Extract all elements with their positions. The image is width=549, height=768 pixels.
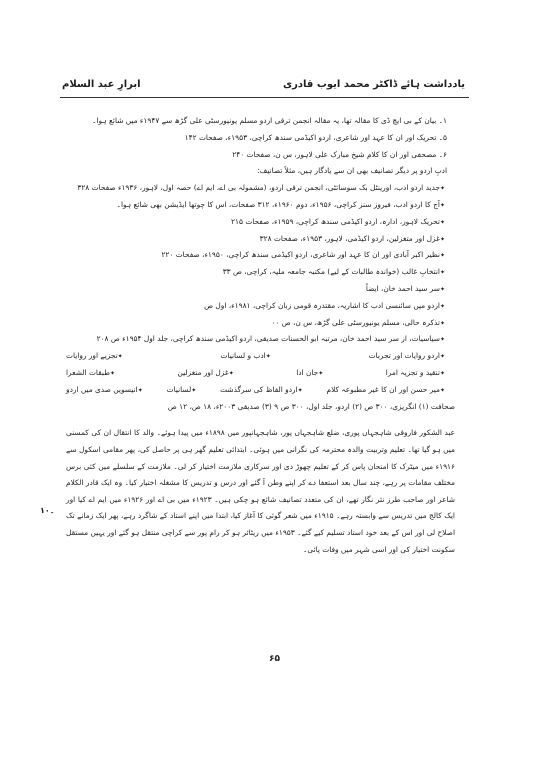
- biography-paragraph: عبد الشکور فاروقی شاہجہاں پوری، ضلع شاہجہاں پور، شاہجہانپور میں ۱۸۹۸ء میں پیدا ہوئے۔ والد کا انتقال ان کی کمسنی میں ہو گیا تھا۔ تعلیم وتربیت والدہ محترمہ کی نگرانی میں ہوئی۔ ابتدائی تعلیم گھر ہی پر حاصل کی، پھر مقامی اسکول سے ۱۹۱۶ء میں میٹرک کا امتحان پاس کر کے تعلیم چھوڑ دی اور سرکاری ملازمت اختیار کر لی۔ ملازمت کے سلسلے میں کئی برس مختلف مقامات پر رہے، چند سال بعد استعفا دے کر اپنے وطن آ گئے اور درس و تدریس کا مشغلہ اختیار کیا۔ وہ ایک قادر الکلام شاعر اور صاحب طرز نثر نگار تھے، ان کی متعدد تصانیف شائع ہو چکی ہیں۔ ۱۹۲۳ء میں بی اے اور ۱۹۲۶ء میں ایم اے کیا اور ایک کالج میں تدریس سے وابستہ رہے۔ ۱۹۱۵ء میں شعر گوئی کا آغاز کیا، ابتدا میں اپنے استاد کے شاگرد رہے، پھر ایک زمانے تک اصلاح لی اور اس کے بعد خود استاد تسلیم کیے گئے۔ ۱۹۵۳ء میں ریٹائر ہو کر رام پور سے کراچی منتقل ہو گئے اور یہیں مستقل سکونت اختیار کی اور اسی شہر میں وفات پائی۔: [66, 428, 456, 554]
- topic-item: ✦ اردو الفاظ کی سرگذشت: [220, 382, 303, 399]
- works-intro: ادبِ اردو پر دیگر تصانیف بھی ان سے یادگار ہیں، مثلاً تصانیف:: [257, 166, 447, 176]
- work-item: ✦ اردو میں سائنسی ادب کا اشاریہ، مقتدرہ قومی زبان کراچی، ۱۹۸۱ء، اول ص: [66, 298, 455, 315]
- footnote-line: ۵۔ تحریک اور ان کا عہد اور شاعری، اردو اکیڈمی سندھ کراچی، ۱۹۵۳ء، صفحات ۱۴۲: [184, 132, 447, 142]
- header-left-title: ابرارِ عبد السلام: [62, 79, 141, 90]
- work-item: ✦ سر سید احمد خان، ایضاً: [66, 281, 455, 298]
- work-item: ✦ سیاسیات، از سر سید احمد خان، مرتبہ ابو الحسنات صدیقی، اردو اکیڈمی سندھ کراچی، جلد اول ۱۹۵۴ء ص ۲۰۸: [66, 331, 455, 348]
- work-item: ✦ تحریک لاہور، ادارہ، اردو اکیڈمی سندھ کراچی، ۱۹۵۹ء، صفحات ۲۱۵: [66, 214, 455, 231]
- work-item: ✦ غزل اور متغزلین، اردو اکیڈمی، لاہور، ۱۹۵۳ء، صفحات ۳۲۸: [66, 231, 455, 248]
- topics-row: [66, 382, 455, 399]
- footnote-line: ۱۔ بیان کے بی ایچ ڈی کا مقالہ تھا، یہ مقالہ انجمن ترقی اردو مسلم یونیورسٹی علی گڑھ سے ۱۹۴۷ء میں شائع ہوا۔: [92, 116, 447, 125]
- spacer: [66, 415, 455, 425]
- topic-item: ✦ لسانیات: [167, 382, 197, 399]
- topic-item: ✦ انیسویں صدی میں اردو: [66, 382, 143, 399]
- topics-row-continued: صحافت (۱) انگریزی، ۳۰۰ ص (۲) اردو، جلد اول، ۳۰۰ ص ۹ (۳) صدیقی ۲۰۰۳ء، ۱۸ ص، ۱۲ ص: [167, 401, 455, 411]
- work-item: ✦ تذکرہ حالی، مسلم یونیورسٹی علی گڑھ، س ن، ص ۰۰: [66, 315, 455, 332]
- topic-item: ✦ اردو روایات اور تجربات: [369, 348, 445, 365]
- topic-item: ✦ ادب و لسانیات: [221, 348, 271, 365]
- document-body: [66, 113, 455, 558]
- work-item: ✦ نظیر اکبر آبادی اور ان کا عہد اور شاعری، اردو اکیڈمی سندھ کراچی، ۱۹۵۰ء، صفحات ۲۲۰: [66, 247, 455, 264]
- topics-row: [66, 365, 455, 382]
- topics-row: [66, 348, 455, 365]
- footnote-line: ۶۔ مصحفی اور ان کا کلام شیخ مبارک علی لاہور، س ن، صفحات ۲۴۰: [232, 149, 447, 159]
- work-item: ✦ آج کا اردو ادب، فیروز سنز کراچی، ۱۹۵۶ء، دوم ۱۹۶۰ء، ۳۱۲ صفحات، اس کا چوتھا ایڈیشن بھی شائع ہوا۔: [66, 197, 455, 214]
- header-right-title: یادداشت ہائے ڈاکٹر محمد ایوب قادری: [283, 79, 465, 90]
- topic-item: ✦ غزل اور متغزلین: [178, 365, 234, 382]
- work-item: ✦ جدید اردو ادب، اورینٹل بک سوسائٹی، انجمن ترقی اردو، (مشمولہ بی اے، ایم اے) حصہ اول، لاہور، ۱۹۳۶ء صفحات ۳۲۸: [66, 180, 455, 197]
- note-number: ۱۰۔: [40, 506, 55, 515]
- page-number: ۶۵: [269, 654, 280, 664]
- topic-item: ✦ جان ادا: [296, 365, 323, 382]
- header-rule: [60, 97, 469, 98]
- topic-item: ✦ طبقات الشعرا: [66, 365, 115, 382]
- topic-item: ✦ میر حسن اور ان کا غیر مطبوعہ کلام: [327, 382, 445, 399]
- topic-item: ✦ تجزیے اور روایات: [66, 348, 123, 365]
- work-item: ✦ انتخابِ غالب (خواندہ طالبات کے لیے) مکتبہ جامعہ ملیہ، کراچی، ص ۳۳: [66, 264, 455, 281]
- topic-item: ✦ تنقید و تجزیہ امرا: [386, 365, 445, 382]
